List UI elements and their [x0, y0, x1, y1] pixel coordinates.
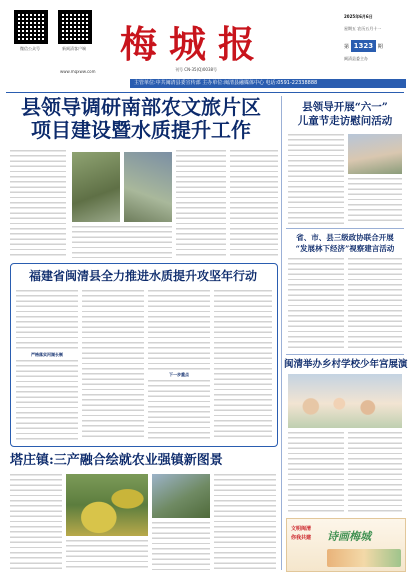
issue-number: 1323 — [351, 40, 376, 52]
lead-body-col-2 — [72, 226, 172, 258]
lead-body-col-1 — [10, 150, 66, 258]
publisher-band: 主管单位:中共闽清县委宣传部 主办单位:闽清县融媒体中心 电话:0591-22338888 — [130, 79, 406, 88]
ad-illustration — [327, 549, 401, 567]
story2-body-col-4 — [214, 290, 272, 440]
ad-slogan-1: 文明闽清 — [291, 526, 312, 532]
qr-caption-app: 新闽清客户端 — [62, 46, 86, 51]
story3-body-col-4 — [214, 474, 276, 570]
lead-headline-line-2: 项目建设暨水质提升工作 — [31, 118, 251, 142]
right3-body-col-1 — [288, 432, 344, 512]
registration-number: 刊号 CN-35(Q)0038号 — [175, 67, 218, 72]
lead-headline-line-1: 县领导调研南部农文旅片区 — [21, 95, 261, 119]
story2-body-col-3 — [148, 290, 210, 370]
story2-subhead-1: 严格落实河湖长制 — [31, 352, 63, 357]
right1-photo — [348, 134, 402, 174]
issue-block — [344, 40, 400, 52]
app-qr-code — [58, 10, 92, 44]
weekday-lunar: 星期五 农历五月十一 — [344, 26, 382, 31]
story3-body-col-2 — [66, 540, 148, 570]
story3-body-col-3 — [152, 522, 210, 570]
edition-label: 闽清县委主办 — [344, 56, 368, 61]
right1-headline-line-2: 儿童节走访慰问活动 — [297, 115, 393, 127]
wechat-qr-code — [14, 10, 48, 44]
story2-body-col-3b — [148, 380, 210, 440]
right2-body-col-2 — [348, 258, 402, 350]
right3-headline: 闽清举办乡村学校少年宫展演 — [284, 359, 408, 370]
right3-photo-performance — [288, 374, 402, 428]
qr-caption-wechat: 微信公众号 — [20, 46, 40, 51]
website-url: www.mqxww.com — [60, 69, 96, 74]
publication-date: 2025年6月6日 — [344, 14, 373, 19]
issue-suffix: 期 — [377, 44, 383, 50]
right2-body-col-1 — [288, 258, 344, 350]
ad-brand: 诗画梅城 — [327, 530, 371, 543]
story2-body-col-1b — [16, 360, 78, 440]
right1-body-col-2 — [348, 178, 402, 224]
right1-body-col-1 — [288, 134, 344, 224]
story2-body-col-2 — [82, 290, 144, 440]
right3-body-col-2 — [348, 432, 402, 512]
lead-body-col-3 — [176, 150, 226, 258]
issue-prefix: 第 — [344, 44, 350, 50]
story3-photo-fields — [66, 474, 148, 536]
story2-headline: 福建省闽清县全力推进水质提升攻坚年行动 — [28, 269, 257, 283]
ad-slogan-2: 你我共建 — [291, 535, 312, 541]
right1-headline-line-1: 县领导开展“六一” — [302, 101, 388, 113]
lead-body-col-4 — [230, 150, 278, 258]
right2-headline-line-2: “发展林下经济”视察建言活动 — [295, 244, 395, 253]
story3-body-col-1 — [10, 474, 62, 570]
lead-photo-2 — [124, 152, 172, 222]
story2-subhead-2: 下一步重点 — [169, 372, 189, 377]
story3-headline: 塔庄镇:三产融合绘就农业强镇新图景 — [10, 453, 223, 468]
right2-headline-line-1: 省、市、县三级政协联合开展 — [296, 233, 394, 242]
public-service-ad — [286, 518, 406, 572]
story3-photo-village — [152, 474, 210, 518]
masthead-title: 梅城报 — [120, 22, 267, 66]
story2-body-col-1 — [16, 290, 78, 350]
lead-photo-1 — [72, 152, 120, 222]
